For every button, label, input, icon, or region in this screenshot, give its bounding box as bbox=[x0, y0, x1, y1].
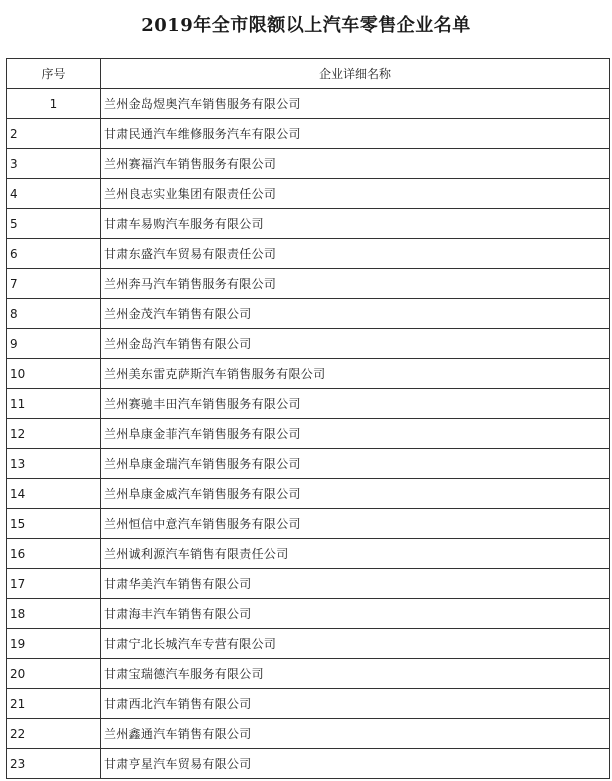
row-company-name: 兰州恒信中意汽车销售服务有限公司 bbox=[101, 509, 610, 539]
table-row bbox=[7, 209, 610, 239]
row-seq: 18 bbox=[7, 599, 101, 629]
row-company-name: 兰州奔马汽车销售服务有限公司 bbox=[101, 269, 610, 299]
row-company-name: 兰州诚利源汽车销售有限责任公司 bbox=[101, 539, 610, 569]
row-seq: 13 bbox=[7, 449, 101, 479]
row-seq: 7 bbox=[7, 269, 101, 299]
row-company-name: 兰州鑫通汽车销售有限公司 bbox=[101, 719, 610, 749]
row-seq: 17 bbox=[7, 569, 101, 599]
table-row bbox=[7, 719, 610, 749]
row-seq: 2 bbox=[7, 119, 101, 149]
page-title: 2019年全市限额以上汽车零售企业名单 bbox=[141, 15, 471, 36]
row-company-name: 甘肃西北汽车销售有限公司 bbox=[101, 689, 610, 719]
row-company-name: 兰州阜康金瑞汽车销售服务有限公司 bbox=[101, 449, 610, 479]
row-seq: 14 bbox=[7, 479, 101, 509]
row-seq: 3 bbox=[7, 149, 101, 179]
header-company-name: 企业详细名称 bbox=[101, 59, 610, 89]
table-row bbox=[7, 299, 610, 329]
row-seq: 11 bbox=[7, 389, 101, 419]
table-row bbox=[7, 119, 610, 149]
table-row bbox=[7, 389, 610, 419]
row-seq: 20 bbox=[7, 659, 101, 689]
table-row bbox=[7, 689, 610, 719]
row-seq: 8 bbox=[7, 299, 101, 329]
row-company-name: 兰州美东雷克萨斯汽车销售服务有限公司 bbox=[101, 359, 610, 389]
table-row bbox=[7, 479, 610, 509]
table-row bbox=[7, 449, 610, 479]
row-seq: 15 bbox=[7, 509, 101, 539]
row-company-name: 兰州赛驰丰田汽车销售服务有限公司 bbox=[101, 389, 610, 419]
row-seq: 10 bbox=[7, 359, 101, 389]
table-row bbox=[7, 89, 610, 119]
row-seq: 9 bbox=[7, 329, 101, 359]
table-row bbox=[7, 659, 610, 689]
row-company-name: 兰州阜康金威汽车销售服务有限公司 bbox=[101, 479, 610, 509]
row-company-name: 甘肃东盛汽车贸易有限责任公司 bbox=[101, 239, 610, 269]
row-seq: 22 bbox=[7, 719, 101, 749]
table-row bbox=[7, 419, 610, 449]
table-row bbox=[7, 269, 610, 299]
row-company-name: 甘肃亨星汽车贸易有限公司 bbox=[101, 749, 610, 779]
row-seq: 4 bbox=[7, 179, 101, 209]
row-seq: 21 bbox=[7, 689, 101, 719]
table-row bbox=[7, 599, 610, 629]
table-row bbox=[7, 569, 610, 599]
row-company-name: 兰州赛福汽车销售服务有限公司 bbox=[101, 149, 610, 179]
table-row bbox=[7, 629, 610, 659]
table-row bbox=[7, 749, 610, 779]
table-header-row bbox=[7, 59, 610, 89]
table-row bbox=[7, 179, 610, 209]
row-seq: 19 bbox=[7, 629, 101, 659]
table-row bbox=[7, 359, 610, 389]
row-seq: 1 bbox=[7, 89, 101, 119]
row-company-name: 兰州良志实业集团有限责任公司 bbox=[101, 179, 610, 209]
row-seq: 6 bbox=[7, 239, 101, 269]
row-company-name: 兰州金岛煜奥汽车销售服务有限公司 bbox=[101, 89, 610, 119]
row-company-name: 兰州金茂汽车销售有限公司 bbox=[101, 299, 610, 329]
table-row bbox=[7, 149, 610, 179]
row-seq: 12 bbox=[7, 419, 101, 449]
row-company-name: 兰州阜康金菲汽车销售服务有限公司 bbox=[101, 419, 610, 449]
row-company-name: 甘肃民通汽车维修服务汽车有限公司 bbox=[101, 119, 610, 149]
table-row bbox=[7, 329, 610, 359]
table-row bbox=[7, 509, 610, 539]
row-seq: 5 bbox=[7, 209, 101, 239]
table-row bbox=[7, 239, 610, 269]
row-seq: 16 bbox=[7, 539, 101, 569]
row-company-name: 甘肃华美汽车销售有限公司 bbox=[101, 569, 610, 599]
row-company-name: 甘肃宝瑞德汽车服务有限公司 bbox=[101, 659, 610, 689]
row-company-name: 甘肃车易购汽车服务有限公司 bbox=[101, 209, 610, 239]
row-seq: 23 bbox=[7, 749, 101, 779]
header-seq: 序号 bbox=[7, 59, 101, 89]
row-company-name: 甘肃宁北长城汽车专营有限公司 bbox=[101, 629, 610, 659]
company-table bbox=[6, 58, 610, 779]
row-company-name: 甘肃海丰汽车销售有限公司 bbox=[101, 599, 610, 629]
table-row bbox=[7, 539, 610, 569]
row-company-name: 兰州金岛汽车销售有限公司 bbox=[101, 329, 610, 359]
